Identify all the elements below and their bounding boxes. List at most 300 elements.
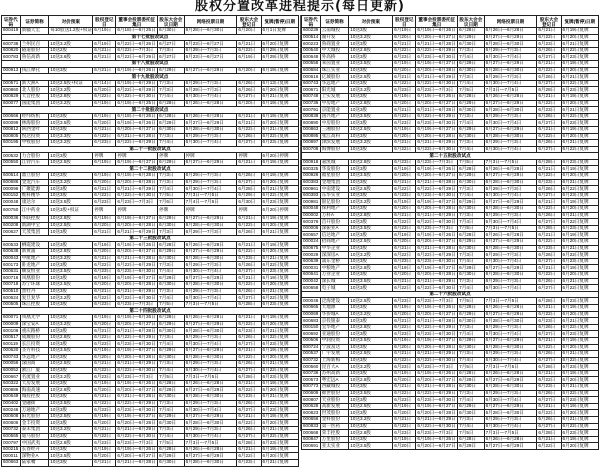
cell-stock-name: 云南城投 (320, 28, 349, 35)
cell-proxy-solicitation-period: 6月19日—6月27日 (417, 264, 456, 270)
header-resumption-date: 复牌(暂停)日期 (261, 16, 298, 28)
cell-record-date: 6月23日 (393, 192, 416, 199)
cell-registration-date: 6月27日 (537, 80, 561, 87)
cell-stock-name: 海博股份 (320, 146, 349, 153)
cell-record-date: 6月20日 (393, 173, 416, 180)
cell-stock-name: 北人股份 (20, 87, 49, 94)
cell-stock-code: 600732 (303, 357, 319, 363)
cell-registration-date: 6月26日 (537, 278, 561, 285)
cell-stock-code: 000011 (2, 453, 21, 460)
table-row (2, 113, 299, 120)
cell-resumption-date: 6月23日复牌 (561, 364, 598, 371)
cell-meeting-date: 7月3日 (158, 262, 184, 269)
cell-resumption-date: 6月19日复牌 (561, 232, 598, 239)
cell-resumption-date: 6月19日复牌 (561, 436, 598, 443)
cell-stock-name: 江铃汽车 (20, 159, 49, 166)
cell-stock-code: 600675 (303, 244, 319, 250)
cell-consideration-plan: 10送3.5股 (49, 120, 93, 127)
cell-stock-name: 中航地产 (20, 255, 49, 262)
table-row (302, 403, 599, 410)
cell-meeting-date: 7月5日 (458, 225, 484, 232)
cell-record-date: 6月21日 (393, 74, 416, 81)
cell-online-vote-period: 6月26日—6月28日 (484, 93, 537, 100)
cell-meeting-date: 6月30日 (158, 281, 184, 288)
cell-proxy-solicitation-period: 6月20日—6月27日 (417, 238, 456, 244)
cell-record-date: 6月21日 (93, 328, 116, 335)
cell-registration-date: 6月22日 (237, 126, 261, 133)
cell-registration-date: 6月21日 (237, 314, 261, 321)
cell-record-date: 6月21日 (393, 417, 416, 424)
table-row (302, 443, 599, 450)
cell-online-vote-period: 6月27日—6月29日 (184, 453, 237, 460)
cell-consideration-plan: 10送3股 (349, 410, 393, 417)
table-row (302, 34, 599, 41)
cell-registration-date: 6月21日 (237, 275, 261, 282)
cell-meeting-date: 6月29日 (458, 173, 484, 180)
header-stock-name: 证券简称 (320, 16, 349, 28)
cell-registration-date: 6月22日 (537, 34, 561, 41)
cell-online-vote-period: 7月3日—7月5日 (484, 364, 537, 371)
cell-stock-name: 华侨城A (320, 311, 349, 318)
cell-meeting-date: 6月30日 (458, 245, 484, 252)
cell-consideration-plan: 10送2.8股 (49, 334, 93, 341)
cell-meeting-date: 7月4日 (158, 140, 184, 147)
cell-online-vote-period: 6月27日—6月29日 (184, 275, 237, 282)
cell-registration-date: 6月22日 (237, 453, 261, 460)
cell-consideration-plan: 10送3股 (349, 357, 393, 364)
cell-proxy-solicitation-period: 6月23日—7月3日 (416, 430, 458, 437)
cell-resumption-date: 6月20日复牌 (261, 249, 298, 256)
cell-proxy-solicitation-period: 6月20日—6月27日 (117, 126, 156, 132)
cell-resumption-date: 6月20日复牌 (261, 41, 298, 48)
table-row (2, 347, 299, 354)
cell-stock-code: 600119 (2, 341, 21, 348)
cell-proxy-solicitation-period: 6月21日—6月28日 (117, 254, 156, 260)
cell-consideration-plan: 10送2.8股 (49, 440, 93, 447)
cell-stock-name: 中房股份 (320, 120, 349, 127)
cell-consideration-plan: 10送3股 (49, 288, 93, 295)
cell-stock-name: 凤凰光学 (20, 314, 49, 321)
cell-online-vote-period: 6月27日—6月29日 (484, 100, 537, 107)
table-row (2, 288, 299, 295)
cell-consideration-plan: 10送2.8股 (349, 377, 393, 384)
cell-consideration-plan: 10送2股 (49, 47, 93, 54)
cell-consideration-plan: 10送2.5股 (49, 159, 93, 166)
table-left-block (1, 15, 299, 465)
cell-proxy-solicitation-period: 6月21日—6月28日 (117, 327, 156, 333)
cell-stock-name: 粤宏远A (320, 377, 349, 384)
cell-resumption-date: 6月22日复牌 (261, 433, 298, 440)
cell-online-vote-period: 6月30日—7月4日 (484, 258, 537, 265)
cell-meeting-date: 6月29日 (458, 337, 484, 344)
cell-consideration-plan: 10送3.5股 (349, 443, 393, 450)
cell-online-vote-period: 6月29日—7月3日 (484, 186, 537, 193)
cell-registration-date: 6月22日 (237, 420, 261, 427)
cell-stock-name: 中国武夷 (20, 440, 49, 447)
cell-stock-code: 000002 (303, 212, 319, 218)
cell-proxy-solicitation-period: 6月21日—6月28日 (117, 132, 156, 138)
cell-stock-name: 新疆天宏 (20, 28, 49, 35)
cell-proxy-solicitation-period: 6月22日—6月30日 (117, 192, 156, 198)
cell-stock-name: 阳光城 (320, 87, 349, 94)
cell-registration-date: 6月28日 (537, 87, 561, 94)
cell-meeting-date: 6月29日 (158, 321, 184, 328)
cell-stock-code: 000897 (303, 139, 319, 145)
cell-stock-name: 维科精华 (20, 192, 49, 199)
cell-stock-name: 津滨发展 (320, 140, 349, 147)
cell-online-vote-period: 6月29日—7月3日 (184, 229, 237, 236)
cell-stock-name: 苏州高新 (320, 370, 349, 377)
cell-registration-date: 6月27日 (237, 295, 261, 302)
cell-resumption-date: 6月23日复牌 (261, 268, 298, 275)
cell-meeting-date: 6月29日 (158, 453, 184, 460)
cell-resumption-date: 6月23日复牌 (561, 331, 598, 338)
cell-registration-date: 6月26日 (537, 351, 561, 358)
table-row (302, 179, 599, 186)
cell-meeting-date: 6月30日 (458, 206, 484, 213)
cell-proxy-solicitation-period: 6月20日—6月27日 (417, 172, 456, 178)
cell-consideration-plan: 10送3股 (49, 420, 93, 427)
cell-online-vote-period: 6月30日—7月4日 (484, 146, 537, 153)
cell-record-date: 6月20日 (93, 420, 116, 427)
cell-consideration-plan: 10送3股 (349, 344, 393, 351)
cell-proxy-solicitation-period: 6月21日—6月29日 (417, 277, 456, 283)
cell-record-date: 6月23日 (93, 140, 116, 147)
cell-record-date: 6月23日 (393, 120, 416, 127)
cell-record-date: 6月23日 (93, 440, 116, 447)
header-consideration-plan: 对价预案 (49, 16, 93, 28)
cell-stock-name: 中润投资 (320, 337, 349, 344)
cell-stock-name: 西藏城投 (320, 384, 349, 391)
cell-record-date: 6月23日 (93, 301, 116, 308)
batch-divider-row (302, 291, 599, 298)
cell-online-vote-period: 6月28日—6月30日 (484, 384, 537, 391)
cell-meeting-date: 6月30日 (158, 420, 184, 427)
cell-online-vote-period: 6月28日—6月30日 (484, 67, 537, 74)
cell-resumption-date: 6月21日复牌 (561, 140, 598, 147)
cell-record-date: 6月21日 (93, 255, 116, 262)
cell-online-vote-period: 6月23日—6月27日 (184, 54, 237, 61)
cell-online-vote-period: 6月29日—7月3日 (484, 417, 537, 424)
cell-stock-name: 招商地产 (320, 239, 349, 246)
cell-consideration-plan: 10送3股 (349, 219, 393, 226)
cell-proxy-solicitation-period: 6月23日—7月3日 (416, 159, 458, 166)
cell-online-vote-period: 6月30日—7月4日 (184, 295, 237, 302)
cell-proxy-solicitation-period: 6月20日—6月28日 (417, 132, 456, 138)
cell-proxy-solicitation-period: 6月23日—7月3日 (416, 364, 458, 371)
cell-consideration-plan: 10送3.2股 (49, 100, 93, 107)
cell-stock-code: 600071 (3, 314, 19, 320)
cell-stock-code: 600823 (303, 409, 319, 415)
cell-consideration-plan: 10送3.2股 (349, 87, 393, 94)
cell-registration-date: 6月26日 (537, 417, 561, 424)
cell-record-date: 6月20日 (393, 344, 416, 351)
cell-consideration-plan: 10送3股 (349, 384, 393, 391)
cell-consideration-plan: 10送3股 (349, 370, 393, 377)
cell-online-vote-period: 6月27日—6月29日 (184, 216, 237, 223)
cell-resumption-date: 6月23日复牌 (561, 120, 598, 127)
batch-label: 第二十一批股改试点 (2, 146, 299, 153)
cell-resumption-date: 6月1日复牌 (261, 28, 298, 35)
cell-stock-name: 三湘股份 (320, 126, 349, 133)
cell-stock-code: 600890 (303, 119, 319, 125)
cell-meeting-date: 7月3日 (158, 133, 184, 140)
cell-proxy-solicitation-period: 6月19日—6月26日 (417, 304, 456, 310)
cell-stock-name: 深长城 (320, 278, 349, 285)
batch-divider-row (2, 34, 299, 41)
cell-proxy-solicitation-period: 6月20日—6月27日 (417, 376, 456, 382)
cell-proxy-solicitation-period: 6月20日—6月27日 (117, 386, 156, 392)
cell-proxy-solicitation-period: 6月22日—6月29日 (117, 400, 156, 406)
header-meeting-date: 股东大会会议日期 (159, 16, 183, 27)
cell-resumption-date: 6月22日复牌 (561, 113, 598, 120)
cell-record-date: 6月22日 (393, 113, 416, 120)
cell-online-vote-period: 6月30日—7月4日 (484, 120, 537, 127)
cell-stock-name: 深国商 (20, 361, 49, 368)
cell-registration-date: 6月26日 (237, 80, 261, 87)
cell-proxy-solicitation-period: 6月20日—6月28日 (417, 271, 456, 277)
table-row (2, 433, 299, 440)
cell-resumption-date: 6月23日复牌 (261, 341, 298, 348)
table-row (2, 301, 299, 308)
cell-consideration-plan: 10送3.5股 (349, 225, 393, 232)
cell-online-vote-period: 6月27日—6月29日 (184, 413, 237, 420)
cell-proxy-solicitation-period: 停牌 (116, 153, 158, 160)
cell-registration-date: 6月22日 (537, 173, 561, 180)
cell-consideration-plan: 10送3股 (349, 232, 393, 239)
cell-online-vote-period: 6月28日—6月30日 (484, 271, 537, 278)
cell-registration-date: 6月26日 (537, 186, 561, 193)
cell-resumption-date: 6月21日复牌 (261, 93, 298, 100)
cell-record-date: 6月20日 (393, 67, 416, 74)
cell-online-vote-period: 6月29日—7月3日 (184, 400, 237, 407)
cell-proxy-solicitation-period: 6月22日—6月29日 (417, 113, 456, 119)
cell-stock-name: 苏宁环球 (20, 281, 49, 288)
cell-consideration-plan: 10送3.5股 (49, 199, 93, 206)
cell-proxy-solicitation-period: 6月19日—6月26日 (417, 370, 456, 376)
cell-meeting-date: 7月3日 (458, 74, 484, 81)
cell-stock-name: 顺发恒业 (20, 268, 49, 275)
cell-consideration-plan: 10送3股 (49, 301, 93, 308)
cell-meeting-date: 7月3日 (458, 252, 484, 259)
cell-stock-name: 泛海建设 (320, 298, 349, 305)
cell-proxy-solicitation-period: 6月22日—6月30日 (417, 423, 456, 429)
cell-proxy-solicitation-period: 6月22日—6月29日 (417, 47, 456, 53)
cell-consideration-plan: 10送3.5股 (349, 278, 393, 285)
cell-proxy-solicitation-period: 6月19日—6月27日 (117, 274, 156, 280)
table-row (302, 113, 599, 120)
cell-resumption-date: 6月19日复牌 (261, 347, 298, 354)
cell-proxy-solicitation-period: 6月21日—6月28日 (417, 179, 456, 185)
cell-meeting-date: 7月3日 (458, 47, 484, 54)
cell-online-vote-period: 7月3日—7月5日 (484, 430, 537, 437)
cell-proxy-solicitation-period: 6月21日—6月29日 (117, 228, 156, 234)
cell-consideration-plan: 10送3股 (349, 80, 393, 87)
table-row (302, 370, 599, 377)
cell-stock-code: 600773 (303, 383, 319, 389)
cell-stock-code: 000517 (3, 334, 19, 340)
cell-resumption-date: 6月22日复牌 (561, 324, 598, 331)
cell-stock-name: 保利地产 (320, 206, 349, 213)
cell-consideration-plan: 10送3.2股 (49, 374, 93, 381)
cell-registration-date: 6月21日 (237, 216, 261, 223)
cell-consideration-plan: 10送2.5股 (49, 413, 93, 420)
cell-resumption-date: 6月22日复牌 (561, 252, 598, 259)
cell-stock-name: 荣丰控股 (320, 430, 349, 437)
cell-online-vote-period: 6月29日—7月3日 (184, 80, 237, 87)
cell-stock-name: 宜华地产 (320, 324, 349, 331)
cell-registration-date: 6月27日 (237, 179, 261, 186)
cell-proxy-solicitation-period: 6月22日—6月29日 (117, 261, 156, 267)
cell-registration-date: 6月26日 (537, 252, 561, 259)
cell-resumption-date: 6月20日复牌 (561, 344, 598, 351)
cell-meeting-date: 6月29日 (158, 120, 184, 127)
cell-resumption-date: 6月20日复牌 (261, 120, 298, 127)
cell-stock-name: 广聚能源 (20, 186, 49, 193)
cell-consideration-plan: 10送2.5股+权证 (49, 80, 93, 87)
table-row (2, 100, 299, 107)
cell-online-vote-period: 6月27日—6月29日 (184, 321, 237, 328)
cell-online-vote-period: 6月30日—7月4日 (184, 341, 237, 348)
cell-record-date: 6月22日 (393, 390, 416, 397)
cell-online-vote-period: 6月26日—6月28日 (484, 304, 537, 311)
cell-record-date: 6月19日 (93, 28, 116, 35)
cell-registration-date: 6月22日 (537, 133, 561, 140)
table-row (302, 225, 599, 232)
cell-online-vote-period: 6月30日—7月4日 (484, 80, 537, 87)
batch-label: 第二十批股改试点 (2, 107, 299, 114)
cell-record-date: 6月22日 (393, 357, 416, 364)
cell-meeting-date: 7月4日 (158, 341, 184, 348)
cell-online-vote-period: 6月26日—6月28日 (184, 242, 237, 249)
cell-consideration-plan: 10送3股+权证 (49, 206, 93, 216)
cell-resumption-date: 6月20日复牌 (261, 354, 298, 361)
cell-proxy-solicitation-period: 6月19日—6月26日 (117, 314, 156, 320)
table-row (302, 390, 599, 397)
batch-label: 第二十四批股改试点 (2, 308, 299, 315)
cell-resumption-date: 6月21日复牌 (261, 186, 298, 193)
cell-registration-date: 6月21日 (537, 93, 561, 100)
cell-proxy-solicitation-period: 6月21日—6月29日 (417, 212, 456, 218)
cell-record-date: 6月19日 (93, 100, 116, 107)
cell-consideration-plan: 10送3股 (49, 262, 93, 269)
cell-online-vote-period: 6月29日—7月3日 (184, 427, 237, 434)
cell-stock-name: 世茂股份 (320, 410, 349, 417)
cell-registration-date: 6月22日 (537, 206, 561, 213)
cell-record-date: 6月23日 (393, 87, 416, 94)
cell-meeting-date: 6月30日 (158, 222, 184, 229)
cell-stock-name: 珠江控股 (20, 301, 49, 308)
cell-proxy-solicitation-period: 6月19日—6月26日 (417, 93, 456, 99)
cell-resumption-date: 6月19日复牌 (261, 173, 298, 180)
cell-consideration-plan: 10送3.2股 (349, 34, 393, 41)
cell-stock-name: 浦东金桥 (320, 258, 349, 265)
cell-online-vote-period: 6月30日—7月4日 (484, 331, 537, 338)
table-row (302, 192, 599, 199)
cell-record-date: 6月20日 (393, 377, 416, 384)
cell-record-date: 6月23日 (393, 298, 416, 305)
cell-record-date: 停牌 (93, 206, 116, 216)
cell-registration-date: 6月26日 (237, 361, 261, 368)
cell-stock-name: 信达地产 (320, 232, 349, 239)
cell-stock-name: 钱江摩托 (20, 67, 49, 74)
cell-registration-date: 6月22日 (237, 47, 261, 54)
cell-resumption-date: 6月21日复牌 (261, 229, 298, 236)
cell-stock-name: 外高桥 (320, 54, 349, 61)
cell-record-date: 6月21日 (93, 288, 116, 295)
cell-registration-date: 6月27日 (537, 423, 561, 430)
cell-stock-code: 600173 (3, 261, 19, 267)
cell-registration-date: 6月27日 (237, 407, 261, 414)
cell-registration-date: 6月21日 (237, 413, 261, 420)
cell-stock-name: 新湖中宝 (20, 222, 49, 229)
table-row (2, 367, 299, 374)
cell-stock-code: 000402 (3, 400, 19, 406)
cell-consideration-plan: 10送3股 (349, 423, 393, 430)
cell-stock-name: 中华企业 (320, 245, 349, 252)
cell-stock-code: 600215 (3, 446, 19, 452)
cell-meeting-date: 7月4日 (458, 146, 484, 153)
cell-proxy-solicitation-period: 6月21日—6月29日 (417, 73, 456, 79)
cell-proxy-solicitation-period: 6月21日—6月28日 (417, 317, 456, 323)
cell-proxy-solicitation-period: 6月22日—6月29日 (117, 139, 156, 145)
cell-online-vote-period: 6月27日—6月29日 (184, 120, 237, 127)
cell-record-date: 6月21日 (393, 278, 416, 285)
cell-meeting-date: 7月5日 (158, 374, 184, 381)
cell-consideration-plan: 10送3股 (49, 380, 93, 387)
cell-consideration-plan: 10送3.2股 (49, 295, 93, 302)
cell-proxy-solicitation-period: 6月22日—6月29日 (117, 86, 156, 92)
cell-stock-code: 600510 (3, 287, 19, 293)
cell-online-vote-period: 6月29日—7月3日 (484, 252, 537, 259)
cell-stock-code: 600152 (3, 192, 19, 198)
cell-online-vote-period: 6月28日—6月30日 (184, 222, 237, 229)
cell-resumption-date: 6月19日复牌 (261, 113, 298, 120)
cell-meeting-date: 6月29日 (458, 443, 484, 450)
cell-stock-code: 600322 (3, 380, 19, 386)
cell-consideration-plan: 10送2.5股 (349, 126, 393, 133)
cell-stock-name: 天音控股 (20, 93, 49, 100)
cell-proxy-solicitation-period: 6月23日—6月30日 (117, 268, 156, 274)
cell-record-date: 6月21日 (93, 47, 116, 54)
cell-proxy-solicitation-period: 6月20日—6月27日 (417, 442, 456, 448)
cell-stock-name: 城投控股 (20, 394, 49, 401)
cell-resumption-date: 6月22日复牌 (261, 334, 298, 341)
cell-consideration-plan: 10送3.5股 (49, 400, 93, 407)
cell-stock-code: 000009 (3, 320, 19, 326)
cell-record-date: 6月19日 (393, 265, 416, 272)
cell-stock-code: 000573 (303, 376, 319, 382)
cell-proxy-solicitation-period: 6月19日—6月26日 (417, 231, 456, 237)
cell-consideration-plan: 10送3股 (49, 328, 93, 335)
cell-registration-date: 6月22日 (237, 387, 261, 394)
cell-record-date: 6月19日 (393, 93, 416, 100)
cell-meeting-date: 7月5日 (158, 440, 184, 447)
cell-registration-date: 6月28日 (237, 186, 261, 193)
cell-stock-name: 第一医药 (320, 423, 349, 430)
cell-stock-name: 广宇发展 (320, 351, 349, 358)
cell-record-date: 6月20日 (93, 120, 116, 127)
cell-meeting-date: 7月4日 (458, 219, 484, 226)
cell-consideration-plan: 10送3股 (49, 446, 93, 453)
header-record-date: 股权登记日 (93, 16, 116, 28)
cell-proxy-solicitation-period: 6月19日—6月27日 (417, 198, 456, 204)
cell-meeting-date: 停牌 (158, 206, 184, 216)
cell-registration-date: 6月22日 (537, 377, 561, 384)
cell-stock-name: 华远地产 (20, 354, 49, 361)
cell-stock-code: 600692 (303, 330, 319, 336)
cell-online-vote-period: 6月30日—7月4日 (484, 397, 537, 404)
